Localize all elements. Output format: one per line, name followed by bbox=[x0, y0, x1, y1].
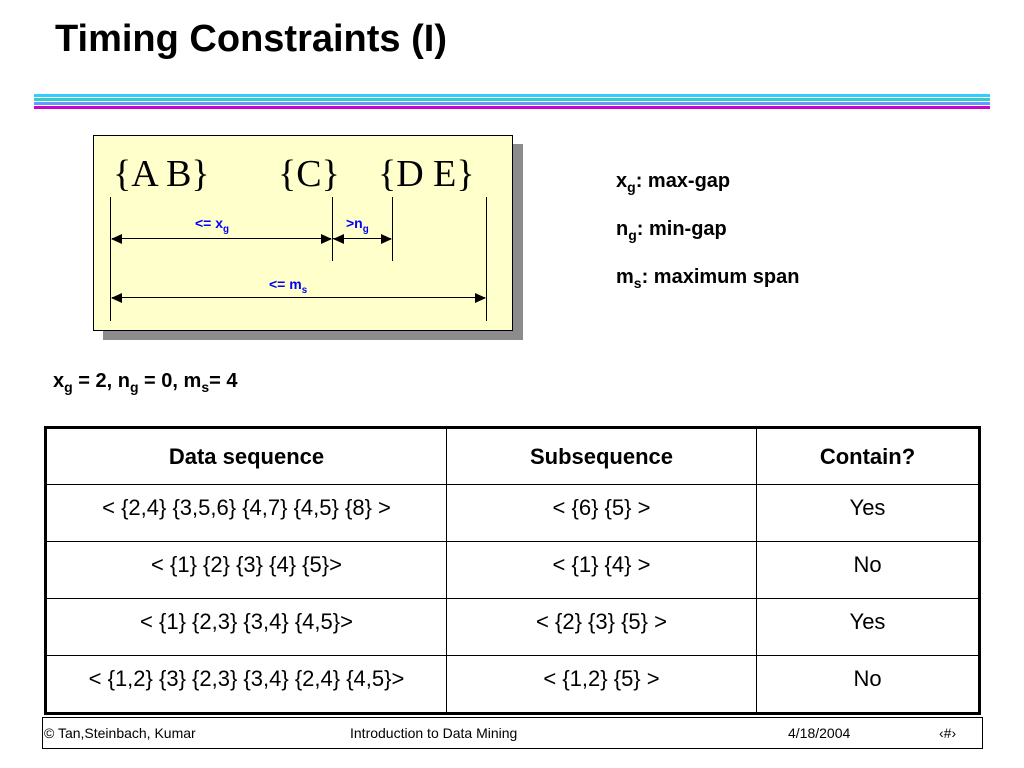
data-sequence-cell: < {1,2} {3} {2,3} {3,4} {2,4} {4,5}> bbox=[46, 656, 447, 714]
itemset-ab: {A B} bbox=[113, 153, 210, 195]
sequence-table bbox=[44, 426, 981, 715]
xg-dimension-label: <= $x_g$ bbox=[195, 215, 230, 235]
diagram-boundary-line bbox=[392, 197, 393, 261]
arrow-left-icon bbox=[333, 234, 344, 244]
contain-cell: No bbox=[757, 656, 980, 714]
arrow-left-icon bbox=[111, 293, 122, 303]
data-sequence-cell: < {1} {2} {3} {4} {5}> bbox=[46, 542, 447, 599]
parameter-values: $x_g = 2$, $n_g = 0$, $m_s= 4$ bbox=[53, 370, 238, 395]
subsequence-cell: < {1} {4} > bbox=[447, 542, 757, 599]
arrow-left-icon bbox=[111, 234, 122, 244]
subsequence-cell: < {2} {3} {5} > bbox=[447, 599, 757, 656]
footer-page-number: ‹#› bbox=[939, 725, 957, 741]
data-sequence-cell: < {2,4} {3,5,6} {4,7} {4,5} {8} > bbox=[46, 485, 447, 542]
arrow-right-icon bbox=[381, 234, 392, 244]
ms-dimension-line bbox=[112, 297, 485, 298]
diagram-boundary-line bbox=[332, 197, 333, 261]
footer-copyright: © Tan,Steinbach, Kumar bbox=[44, 725, 196, 741]
subsequence-cell: < {1,2} {5} > bbox=[447, 656, 757, 714]
header-subsequence: Subsequence bbox=[447, 428, 757, 485]
title-underline-stripe bbox=[34, 94, 990, 97]
table-row bbox=[46, 599, 980, 656]
data-sequence-cell: < {1} {2,3} {3,4} {4,5}> bbox=[46, 599, 447, 656]
header-contain: Contain? bbox=[757, 428, 980, 485]
contain-cell: Yes bbox=[757, 485, 980, 542]
title-underline-stripe bbox=[34, 102, 990, 105]
legend-min-gap: $n_g$: min-gap bbox=[616, 218, 727, 243]
arrow-right-icon bbox=[475, 293, 486, 303]
diagram-boundary-line bbox=[486, 197, 487, 321]
contain-cell: No bbox=[757, 542, 980, 599]
subsequence-cell: < {6} {5} > bbox=[447, 485, 757, 542]
table-header-row bbox=[46, 428, 980, 485]
ms-dimension-label: <= $m_s$ bbox=[269, 276, 308, 296]
header-data-sequence: Data sequence bbox=[46, 428, 447, 485]
legend-maximum-span: $m_s$: maximum span bbox=[616, 266, 800, 291]
table-row bbox=[46, 656, 980, 714]
slide-footer bbox=[42, 717, 983, 749]
footer-course: Introduction to Data Mining bbox=[350, 725, 518, 741]
itemset-c: {C} bbox=[278, 153, 340, 195]
legend-max-gap: $x_g$: max-gap bbox=[616, 170, 731, 195]
itemset-de: {D E} bbox=[378, 153, 475, 195]
ng-dimension-label: $>n_g$ bbox=[346, 215, 369, 235]
title-underline-stripe bbox=[34, 98, 990, 101]
table-row bbox=[46, 542, 980, 599]
xg-dimension-line bbox=[112, 238, 331, 239]
slide-title: Timing Constraints (I) bbox=[55, 18, 447, 60]
footer-date: 4/18/2004 bbox=[788, 725, 851, 741]
contain-cell: Yes bbox=[757, 599, 980, 656]
title-underline-stripe bbox=[34, 106, 990, 109]
arrow-right-icon bbox=[321, 234, 332, 244]
table-row bbox=[46, 485, 980, 542]
